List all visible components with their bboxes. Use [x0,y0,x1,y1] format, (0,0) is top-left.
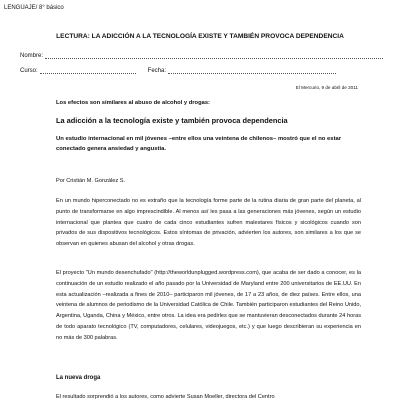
article-lede: Un estudio internacional en mil jóvenes –entre ellos una veintena de chilenos– mostró que el no estar conectado genera ansiedad y angustia. [56,136,342,152]
article-subhead: La nueva droga [56,375,101,381]
date-field[interactable] [168,67,336,74]
name-row [20,52,383,59]
course-label: LENGUAJE/ 8° básico [4,5,64,11]
article-paragraph-1: En un mundo hiperconectado no es extraño que la tecnología forme parte de la rutina diaria de gran parte del planeta, al punto de transformarse en algo imprescindible. Al menos así les pasa a las generaciones más jóvenes, según un estudio internacional que plantea que cuatro de cada cinco estudiantes sufren malestares físicos y sicológicos cuando son privados de sus dispositivos tecnológicos. Estos síntomas de privación, advierten los autores, son similares a los que se observan en quienes abusan del alcohol y otras drogas. [56,198,361,248]
section-intro: Los efectos son similares al abuso de alcohol y drogas: [56,100,210,106]
article-byline: Por Cristián M. González S. [56,178,126,184]
name-field[interactable] [45,52,383,59]
article-paragraph-3: El resultado sorprendió a los autores, como advierte Susan Moeller, directora del Centro [56,394,275,400]
article-source: El Mercurio, 9 de abril de 2011 [295,85,358,90]
course-field-label: Curso: [20,68,38,74]
article-paragraph-2: El proyecto "Un mundo desenchufado" (http://theworldunplugged.wordpress.com), que acaba de ser dado a conocer, es la continuación de un estudio realizado el año pasado por la Universidad de Maryland entre 200 universitarios de EE.UU. En esta actualización –realizada a fines de 2010– participaron mil jóvenes, de 17 a 23 años, de diez países. Entre ellos, una veintena de alumnos de periodismo de la Universidad Católica de Chile. También participaron estudiantes del Reino Unido, Argentina, Uganda, China y México, entre otros. La idea era pedirles que se mantuvieran desconectados durante 24 horas de todo aparato tecnológico (TV, computadores, celulares, videojuegos, etc.) y que luego describieran su experiencia en no más de 300 palabras. [56,270,361,341]
date-field-label: Fecha: [147,68,167,74]
course-field[interactable] [40,67,136,74]
lecture-title: LECTURA: LA ADICCIÓN A LA TECNOLOGÍA EXISTE Y TAMBIÉN PROVOCA DEPENDENCIA [56,33,344,40]
course-date-row [20,67,336,74]
article-headline: La adicción a la tecnología existe y también provoca dependencia [56,116,288,125]
name-label: Nombre: [20,53,44,59]
